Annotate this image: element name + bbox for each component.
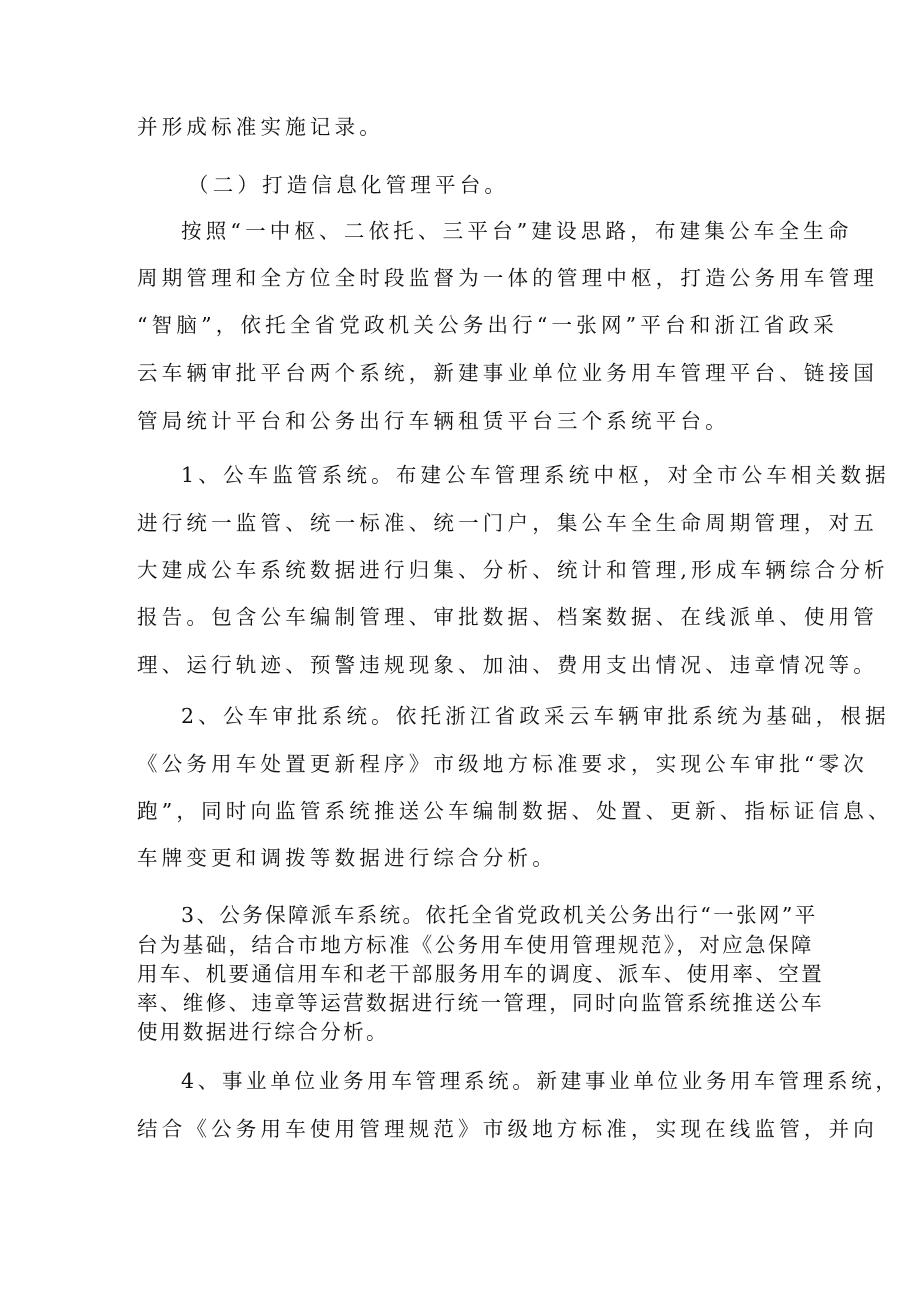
text-line: 2、公车审批系统。依托浙江省政采云车辆审批系统为基础，根据 [181,704,890,728]
text-line: 3、公务保障派车系统。依托全省党政机关公务出行“一张网”平 [181,903,818,927]
text-line-continuation: 并形成标准实施记录。 [137,115,384,139]
text-line: 结合《公务用车使用管理规范》市级地方标准，实现在线监管，并向 [137,1117,878,1141]
text-line: 按照“一中枢、二依托、三平台”建设思路，布建集公车全生命 [181,219,853,243]
text-line: 《公务用车处置更新程序》市级地方标准要求，实现公车审批“零次 [137,752,868,776]
text-line: 用车、机要通信用车和老干部服务用车的调度、派车、使用率、空置 [137,962,824,986]
text-line: 台为基础，结合市地方标准《公务用车使用管理规范》，对应急保障 [137,933,814,957]
text-line: 报告。包含公车编制管理、审批数据、档案数据、在线派单、使用管 [137,605,878,629]
text-line: 率、维修、违章等运营数据进行统一管理，同时向监管系统推送公车 [137,991,824,1015]
text-line: 4、事业单位业务用车管理系统。新建事业单位业务用车管理系统， [181,1069,900,1093]
text-line: 使用数据进行综合分析。 [137,1020,389,1044]
text-line: 1、公车监管系统。布建公车管理系统中枢，对全市公车相关数据 [181,463,890,487]
text-line: 理、运行轨迹、预警违规现象、加油、费用支出情况、违章情况等。 [137,653,878,677]
section-heading: （二）打造信息化管理平台。 [188,173,510,197]
text-line: “智脑”，依托全省党政机关公务出行“一张网”平台和浙江省政采 [137,313,838,337]
text-line: 进行统一监管、统一标准、统一门户，集公车全生命周期管理，对五 [137,511,878,535]
text-line: 车牌变更和调拨等数据进行综合分析。 [137,846,557,870]
text-line: 周期管理和全方位全时段监督为一体的管理中枢，打造公务用车管理 [137,266,878,290]
text-line: 大建成公车系统数据进行归集、分析、统计和管理,形成车辆综合分析 [137,558,889,582]
text-line: 云车辆审批平台两个系统，新建事业单位业务用车管理平台、链接国 [137,361,878,385]
text-line: 管局统计平台和公务出行车辆租赁平台三个系统平台。 [137,409,730,433]
text-line: 跑”，同时向监管系统推送公车编制数据、处置、更新、指标证信息、 [137,799,893,823]
